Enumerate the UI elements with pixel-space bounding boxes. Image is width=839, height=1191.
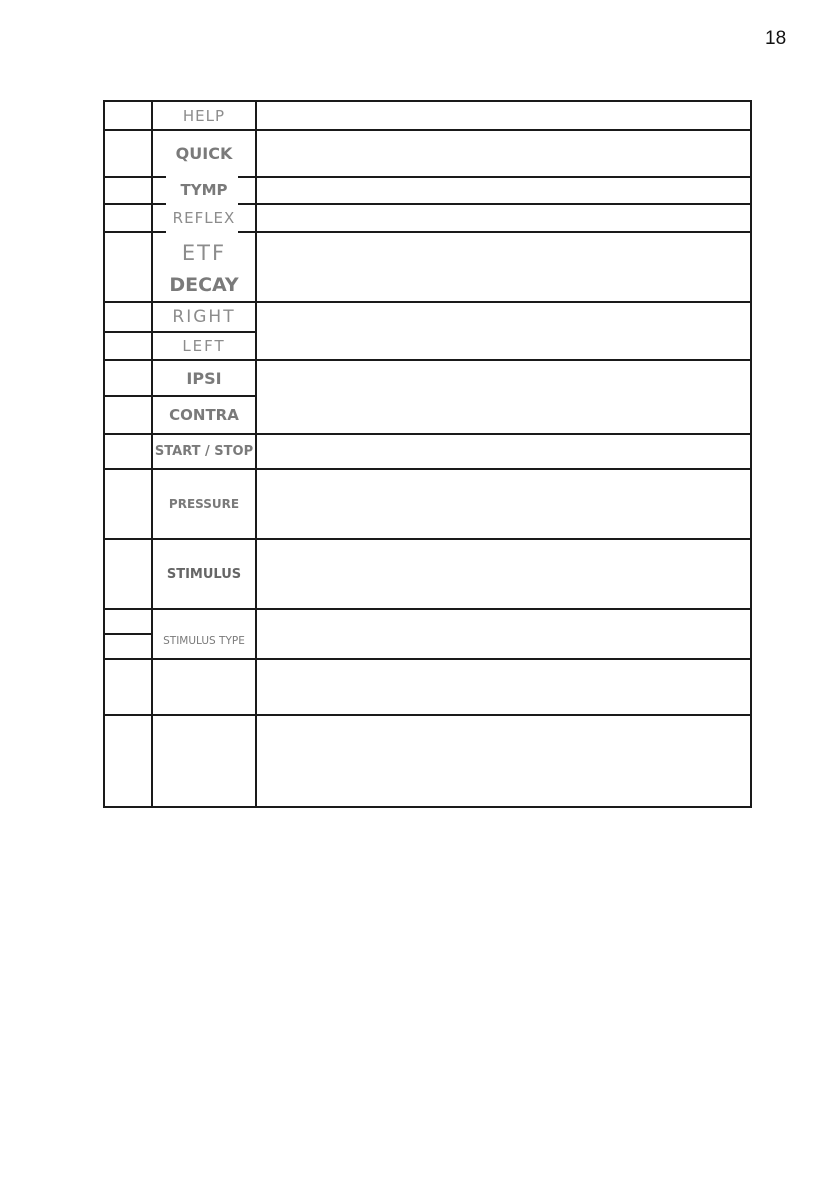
etf-key-label: ETF	[181, 241, 227, 265]
row-divider-partial	[103, 633, 152, 635]
start-stop-key-label: START / STOP	[154, 444, 254, 459]
help-key-label: HELP	[182, 106, 226, 125]
table-border-left	[103, 100, 105, 808]
table-border-right	[750, 100, 752, 808]
left-key-label: LEFT	[182, 337, 226, 355]
row-divider	[103, 658, 752, 660]
right-key-label: RIGHT	[172, 307, 236, 327]
quick-key-label: QUICK	[175, 144, 233, 163]
row-divider	[103, 714, 752, 716]
ipsi-key-label: IPSI	[186, 368, 222, 388]
row-divider	[103, 608, 752, 610]
table-border-bottom	[103, 806, 752, 808]
decay-key-label: DECAY	[169, 273, 239, 296]
contra-key-label: CONTRA	[169, 406, 239, 424]
pressure-key-label: PRESSURE	[168, 497, 240, 511]
tymp-key-label: TYMP	[180, 180, 228, 199]
stimulus-type-key-label: STIMULUS TYPE	[163, 635, 245, 647]
reflex-key-label: REFLEX	[172, 208, 236, 227]
page-number: 18	[765, 28, 787, 49]
stimulus-key-label: STIMULUS	[166, 566, 242, 582]
